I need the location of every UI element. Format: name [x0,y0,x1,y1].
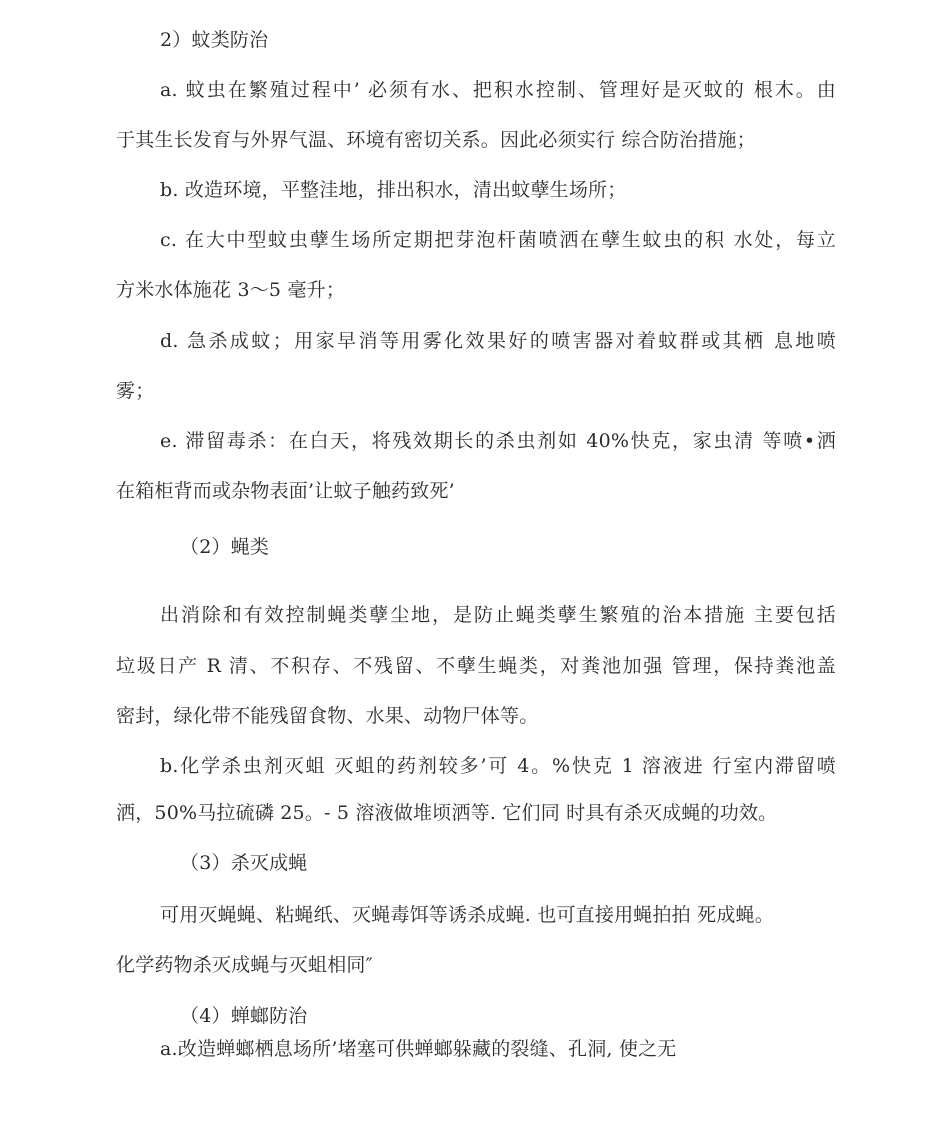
larvicide-paragraph-line-1: b.化学杀虫剂灭蛆 灭蛆的药剂较多’可 4。%快克 1 溶液进 行室内滞留喷 [160,755,836,777]
adult-flies-paragraph-line-2: 化学药物杀灭成蝇与灭蛆相同″ [116,954,373,976]
paragraph-e-line-1: e. 滞留毒杀：在白天，将残效期长的杀虫剂如 40%快克，家虫清 等喷•洒 [160,430,836,452]
paragraph-a-line-2: 于其生长发育与外界气温、环境有密切关系。因此必须实行 综合防治措施； [116,129,756,151]
paragraph-b-line-1: b. 改造环境，平整洼地，排出积水，清出蚊孽生场所； [160,179,627,201]
fly-paragraph-line-3: 密封，绿化带不能残留食物、水果、动物尸体等。 [116,705,539,727]
paragraph-c-line-2: 方米水体施花 3〜5 毫升； [116,279,346,301]
heading-mosquito-control: 2）蚊类防治 [160,29,269,51]
heading-kill-adult-flies: （3）杀灭成蝇 [180,852,308,874]
paragraph-c-line-1: c. 在大中型蚊虫孽生场所定期把芽泡杆菌喷洒在孽生蚊虫的积 水处，每立 [160,229,836,251]
cockroach-paragraph-line-1: a.改造蝉螂栖息场所’堵塞可供蝉螂躲藏的裂缝、孔洞, 使之无 [160,1038,677,1060]
fly-paragraph-line-1: 出消除和有效控制蝇类孽尘地，是防止蝇类孽生繁殖的治本措施 主要包括 [160,604,836,626]
paragraph-a-line-1: a. 蚊虫在繁殖过程中’ 必须有水、把积水控制、管理好是灭蚊的 根木。由 [160,79,836,101]
fly-paragraph-line-2: 垃圾日产 R 清、不积存、不残留、不孽生蝇类，对粪池加强 管理，保持粪池盖 [116,655,836,677]
heading-cockroach-control: （4）蝉螂防治 [180,1005,308,1027]
paragraph-d-line-1: d. 急杀成蚊；用家早消等用雾化效果好的喷害器对着蚊群或其栖 息地喷 [160,330,836,352]
paragraph-d-line-2: 雾； [116,380,155,402]
larvicide-paragraph-line-2: 洒，50%马拉硫磷 25。- 5 溶液做堆顷洒等. 它们同 时具有杀灭成蝇的功效。 [116,802,778,824]
adult-flies-paragraph-line-1: 可用灭蝇蝇、粘蝇纸、灭蝇毒饵等诱杀成蝇. 也可直接用蝇拍拍 死成蝇。 [160,904,774,926]
paragraph-e-line-2: 在箱柜背而或杂物表面’让蚊子触药致死’ [116,480,455,502]
heading-fly: （2）蝇类 [180,536,270,558]
